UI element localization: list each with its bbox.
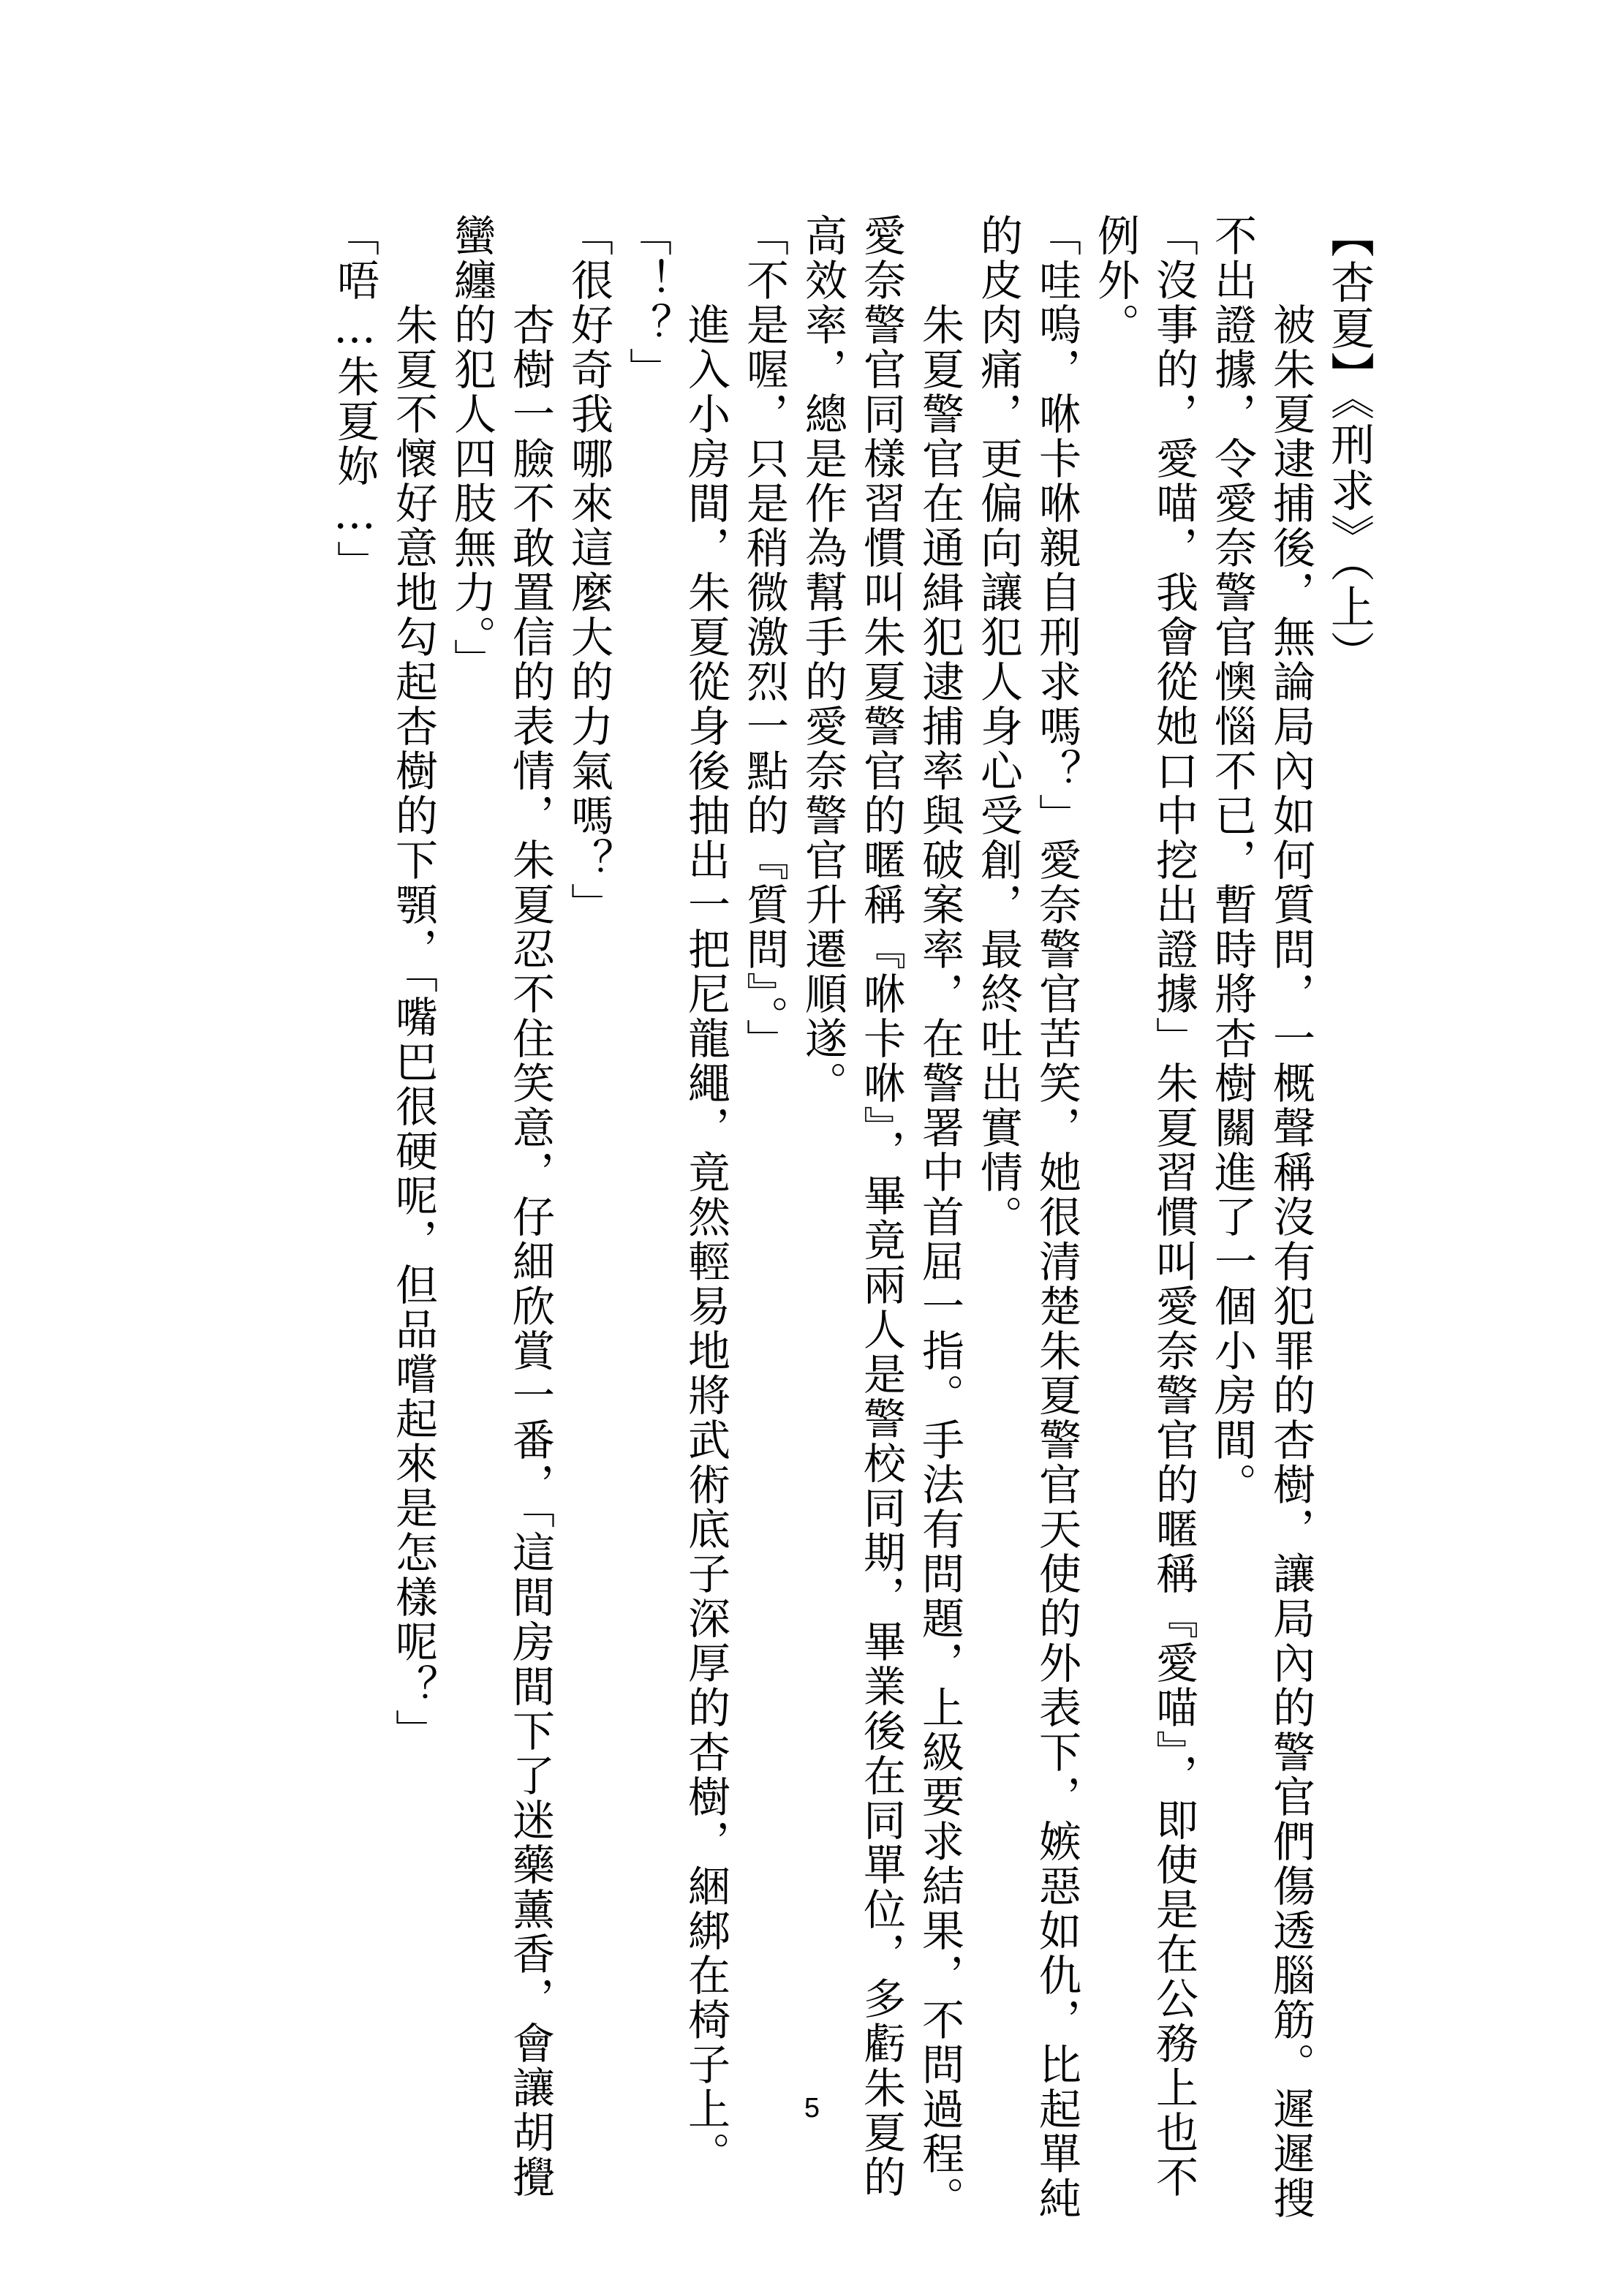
text-line: 「哇嗚，咻卡咻親自刑求嗎？」愛奈警官苦笑，她很清楚朱夏警官天使的外表下，嫉惡如仇，比起單純 [1032,214,1081,2221]
text-line: 例外。 [1090,214,1140,347]
vertical-text-body [325,214,1378,2221]
text-line: 「很好奇我哪來這麼大的力氣嗎？」 [564,214,613,927]
text-line: 「唔…朱夏妳…」 [330,214,379,585]
text-line: 「不是喔，只是稍微激烈一點的『質問』。」 [739,214,789,1063]
text-line: 的皮肉痛，更偏向讓犯人身心受創，最終吐出實情。 [973,214,1023,1239]
text-line: 愛奈警官同樣習慣叫朱夏警官的暱稱『咻卡咻』，畢竟兩人是警校同期，畢業後在同單位，多虧朱夏的 [856,214,906,2200]
chapter-title: 【杏夏】《刑求》（上） [1323,214,1375,676]
text-line: 朱夏警官在通緝犯逮捕率與破案率，在警署中首屈一指。手法有問題，上級要求結果，不問過程。 [915,214,964,2221]
text-line: 高效率，總是作為幫手的愛奈警官升遷順遂。 [798,214,847,1106]
text-line: 被朱夏逮捕後，無論局內如何質問，一概聲稱沒有犯罪的杏樹，讓局內的警官們傷透腦筋。遲遲搜 [1266,214,1315,2221]
text-line: 蠻纏的犯人四肢無力。」 [447,214,496,683]
text-line: 進入小房間，朱夏從身後抽出一把尼龍繩，竟然輕易地將武術底子深厚的杏樹，綑綁在椅子上。 [681,214,730,2176]
text-line: 朱夏不懷好意地勾起杏樹的下顎，「嘴巴很硬呢，但品嚐起來是怎樣呢？」 [388,214,438,1754]
text-line: 「沒事的，愛喵，我會從她口中挖出證據」朱夏習慣叫愛奈警官的暱稱『愛喵』，即使是在公務上也不 [1149,214,1198,2200]
text-line: 不出證據，令愛奈警官懊惱不已，暫時將杏樹關進了一個小房間。 [1207,214,1257,1507]
text-line: 「！？」 [622,214,672,392]
page-number: 5 [804,2093,820,2124]
text-line: 杏樹一臉不敢置信的表情，朱夏忍不住笑意，仔細欣賞一番，「這間房間下了迷藥薰香，會讓胡攪 [505,214,555,2200]
